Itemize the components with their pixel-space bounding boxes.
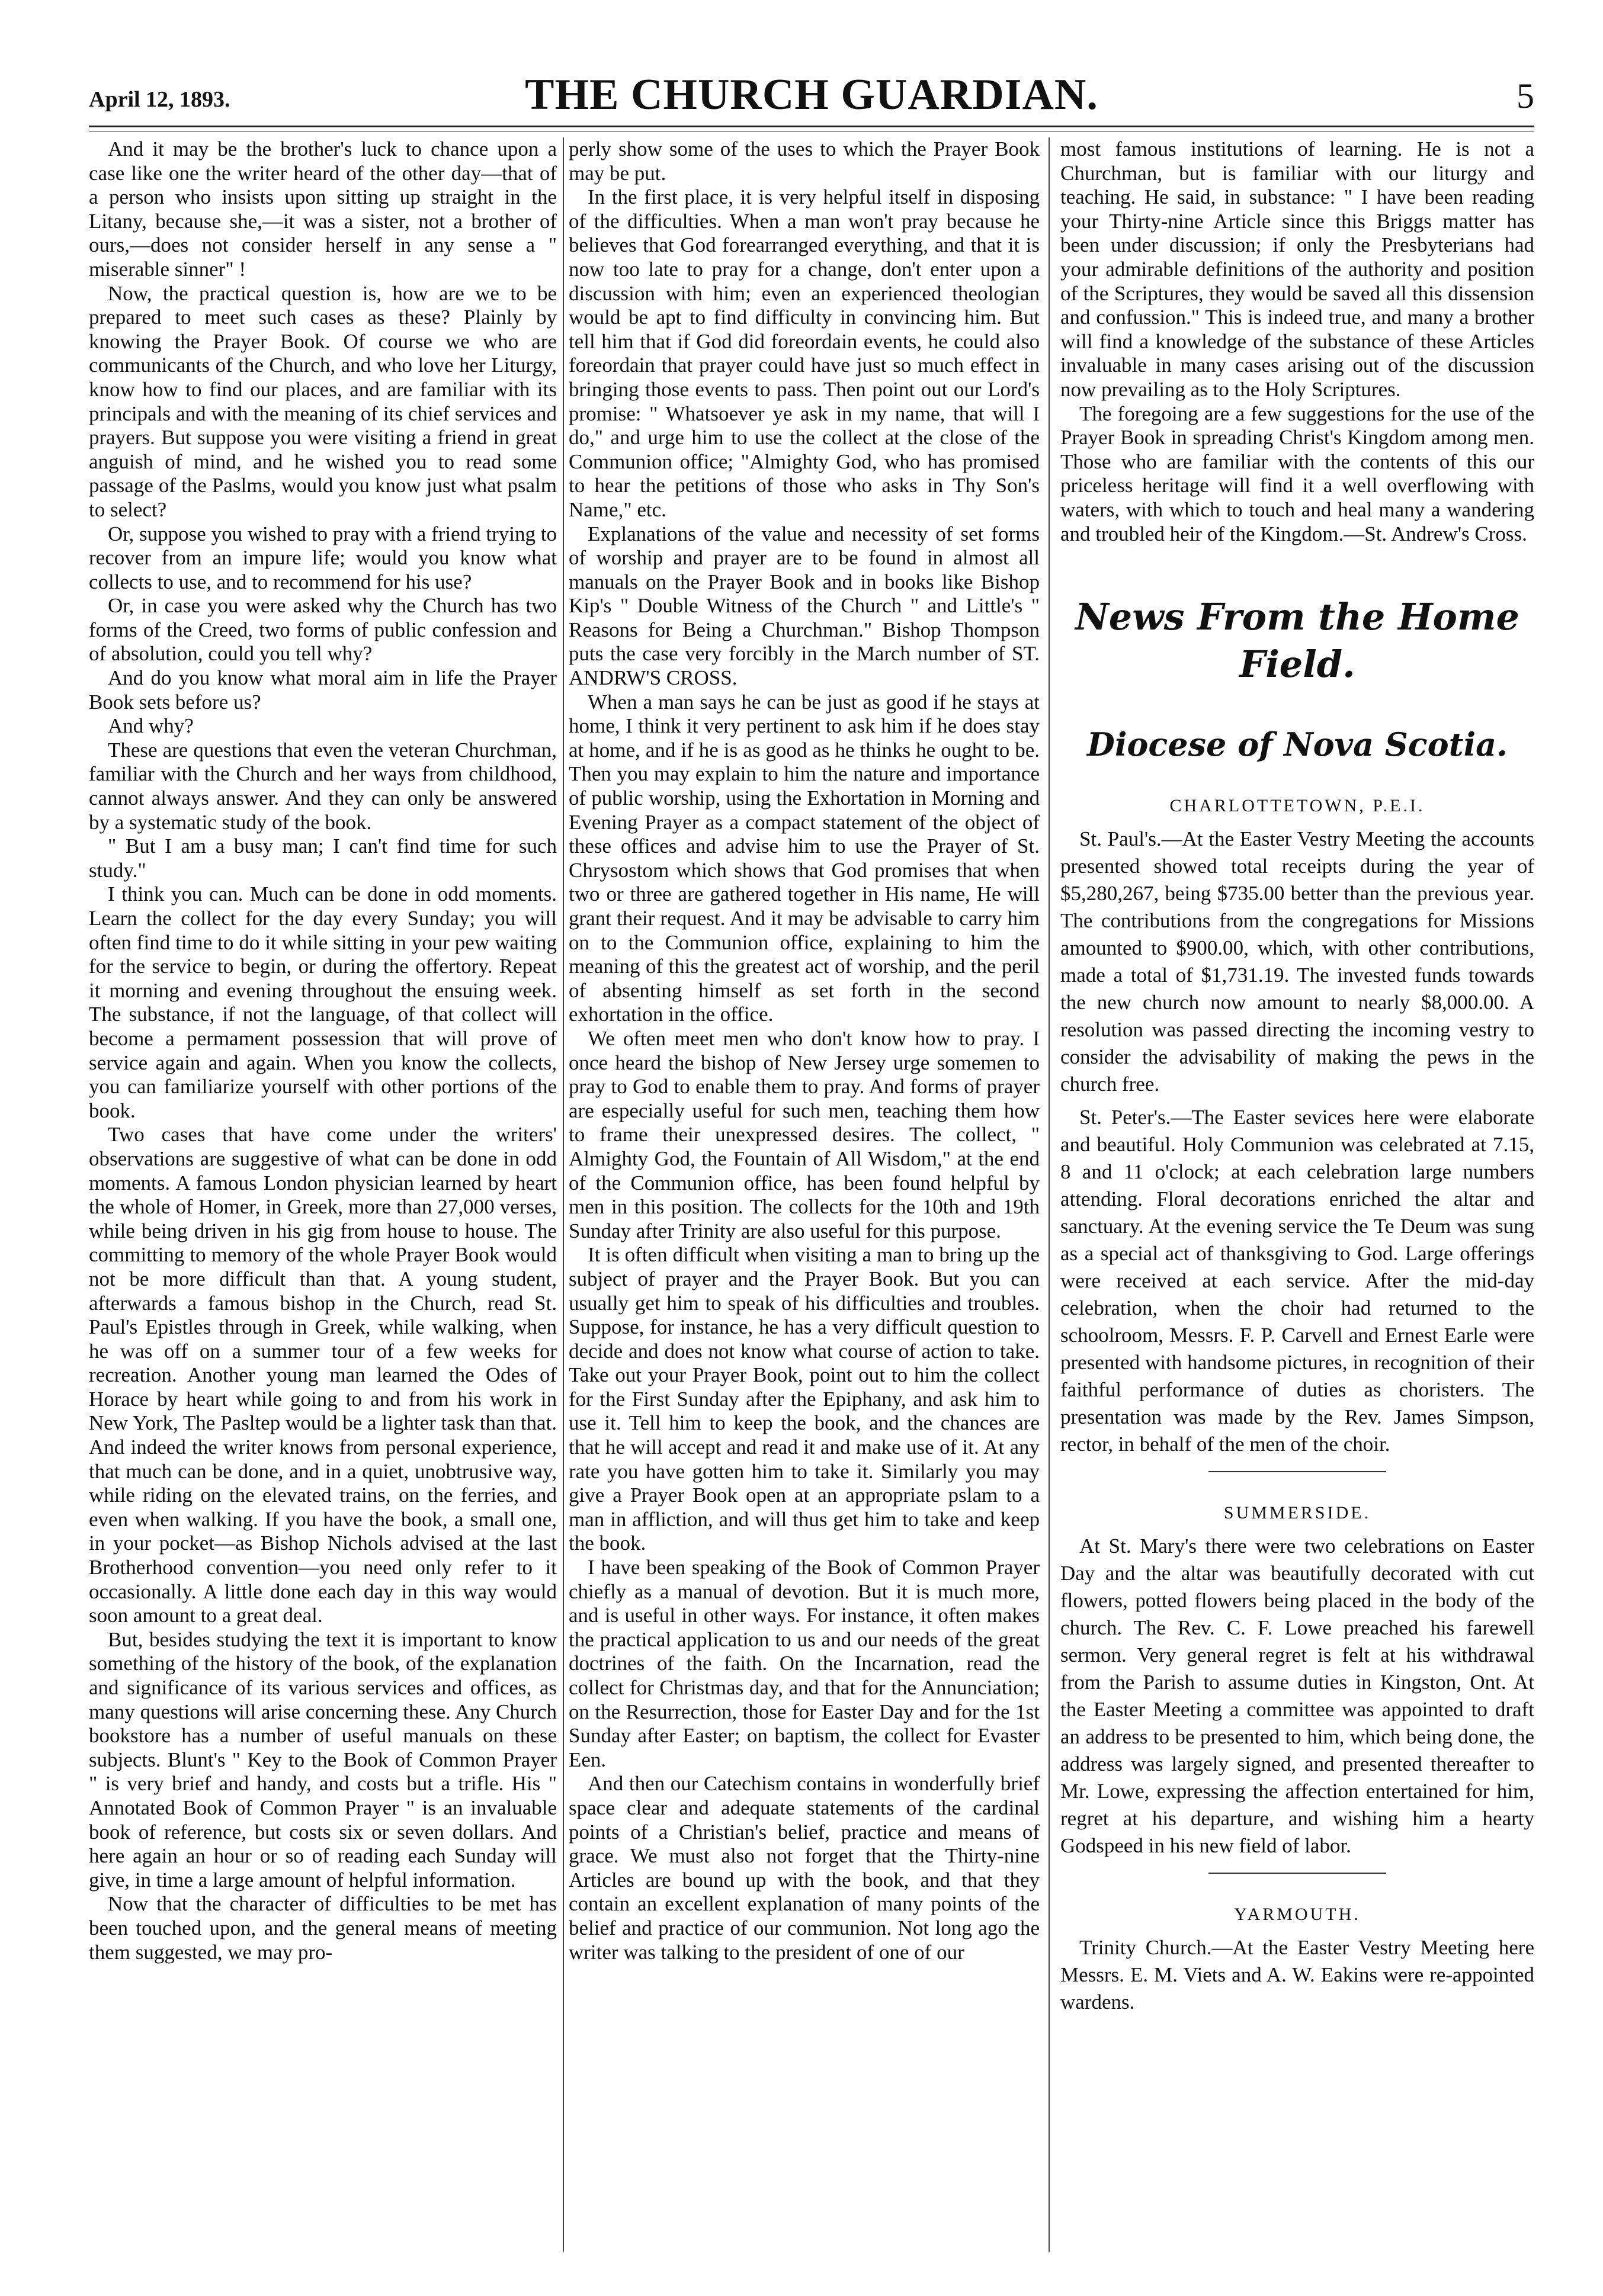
paragraph: But, besides studying the text it is important to know something of the history of the book, of the explanation and significance of its various services and offices, as many questions will arise concerning these. Any Church bookstore has a number of useful manuals on these subjects. Blunt's " Key to the Book of Common Prayer " is very brief and handy, and costs but a trifle. His " Annotated Book of Common Prayer " is an invaluable book of reference, but costs six or seven dollars. And here again an hour or so of reading each Sunday will give, in time a large amount of helpful information.: [89, 1627, 557, 1892]
place-heading-summerside: SUMMERSIDE.: [1223, 1503, 1371, 1523]
paragraph: most famous institutions of learning. He is not a Churchman, but is familiar with our liturgy and teaching. He said, in substance: " I have been reading your Thirty-nine Article since this Briggs matter has been under discussion; if only the Presbyterians had your admirable definitions of the authority and position of the Scriptures, they would be saved all this dissension and confussion." This is indeed true, and many a brother will find a knowledge of the substance of these Articles invaluable in many cases arising out of the discussion now prevailing as to the Holy Scriptures.: [1060, 137, 1534, 401]
paragraph: It is often difficult when visiting a man to bring up the subject of prayer and the Prayer Book. But you can usually get him to speak of his difficulties and troubles. Suppose, for instance, he has a very difficult question to decide and does not know what course of action to take. Take out your Prayer Book, point out to him the collect for the First Sunday after the Epiphany, and ask him to use it. Tell him to keep the book, and the chances are that he will accept and read it and make use of it. At any rate you have gotten him to take it. Similarly you may give a Prayer Book open at an appropriate pslam to a man in affliction, and will thus get him to take and keep the book.: [569, 1243, 1040, 1555]
section-separator: [1208, 1471, 1386, 1472]
news-paragraph: At St. Mary's there were two celebrations on Easter Day and the altar was beautifully decorated with cut flowers, potted flowers being placed in the body of the church. The Rev. C. F. Lowe preached his farewell sermon. Very general regret is felt at his withdrawal from the Parish to assume duties in Kingston, Ont. At the Easter Meeting a committee was appointed to draft an address to be presented to him, which being done, the address was largely signed, and presented thereafter to Mr. Lowe, expressing the affection entertained for him, regret at his departure, and wishing him a hearty Godspeed in his new field of labor.: [1060, 1534, 1534, 1858]
paragraph: Now, the practical question is, how are we to be prepared to meet such cases as these? Plainly by knowing the Prayer Book. Of course we who are communicants of the Church, and who love her Liturgy, know how to find our places, and are familiar with its principals and with the meaning of its chief services and prayers. But suppose you were visiting a friend in great anguish of mind, and he wished you to read some passage of the Paslms, would you know just what psalm to select?: [89, 281, 557, 521]
news-paragraph: St. Paul's.—At the Easter Vestry Meeting the accounts presented showed total receipts during the year of $5,280,267, being $735.00 better than the previous year. The contributions from the congregations for Missions amounted to $900.00, which, with other contributions, made a total of $1,731.19. The invested funds towards the new church now amount to nearly $8,000.00. A resolution was passed directing the incoming vestry to consider the advisability of making the pews in the church free.: [1060, 827, 1534, 1096]
paragraph: And it may be the brother's luck to chance upon a case like one the writer heard of the other day—that of a person who insists upon sitting up straight in the Litany, because she,—it was a sister, not a brother of ours,—does not consider herself in any sense a " miserable sinner" !: [89, 137, 557, 281]
paragraph: When a man says he can be just as good if he stays at home, I think it very pertinent to ask him if he does stay at home, and if he is as good as he thinks he ought to be. Then you may explain to him the nature and importance of public worship, using the Exhortation in Morning and Evening Prayer as a compact statement of the object of these offices and advise him to use the Prayer of St. Chrysostom which shows that God promises that when two or three are gathered together in His name, He will grant their request. And it may be advisable to carry him on to the Communion office, explaining to him the meaning of this the greatest act of worship, and the peril of absenting himself as set forth in the second exhortation in the office.: [569, 690, 1040, 1026]
paragraph: Now that the character of difficulties to be met has been touched upon, and the general means of meeting them suggested, we may pro-: [89, 1892, 557, 1964]
paragraph: And do you know what moral aim in life the Prayer Book sets before us?: [89, 666, 557, 714]
issue-date: April 12, 1893.: [89, 87, 230, 112]
paragraph: We often meet men who don't know how to pray. I once heard the bishop of New Jersey urge somemen to pray to God to enable them to pray. And forms of prayer are especially useful for such men, teaching them how to frame their unexpressed desires. The collect, " Almighty God, the Fountain of All Wisdom," at the end of the Communion office, has been found helpful by men in this position. The collects for the 10th and 19th Sunday after Trinity are also useful for this purpose.: [569, 1026, 1040, 1242]
diocese-heading: Diocese of Nova Scotia.: [1087, 725, 1508, 764]
masthead: [89, 70, 1534, 123]
column-3: [1060, 137, 1534, 2016]
column-1: [89, 137, 557, 1964]
news-paragraph: St. Peter's.—The Easter sevices here were elaborate and beautiful. Holy Communion was celebrated at 7.15, 8 and 11 o'clock; at each celebration large numbers attending. Floral decorations enriched the altar and sanctuary. At the evening service the Te Deum was sung as a special act of thanksgiving to God. Large offerings were received at each service. After the mid-day celebration, when the choir had returned to the schoolroom, Messrs. F. P. Carvell and Ernest Earle were presented with handsome pictures, in recognition of their faithful performance of duties as choristers. The presentation was made by the Rev. James Simpson, rector, in behalf of the men of the choir.: [1060, 1106, 1534, 1456]
news-paragraph: Trinity Church.—At the Easter Vestry Meeting here Messrs. E. M. Viets and A. W. Eakins were re-appointed wardens.: [1060, 1936, 1534, 2014]
news-body: [1060, 792, 1534, 2016]
section-heading-home-field: News From the Home Field.: [1075, 595, 1519, 686]
paragraph: " But I am a busy man; I can't find time for such study.": [89, 834, 557, 882]
page-number: 5: [1517, 76, 1534, 115]
paragraph: And then our Catechism contains in wonderfully brief space clear and adequate statements of the cardinal points of a Christian's belief, practice and means of grace. We must also not forget that the Thirty-nine Articles are bound up with the book, and that they contain an excellent explanation of many points of the belief and practice of our communion. Not long ago the writer was talking to the president of one of our: [569, 1772, 1040, 1964]
column-divider: [1049, 137, 1050, 2252]
column-divider: [563, 137, 564, 2252]
paragraph: The foregoing are a few suggestions for the use of the Prayer Book in spreading Christ's Kingdom among men. Those who are familiar with the contents of this our priceless heritage will find it a well overflowing with waters, with which to touch and heal many a wandering and troubled heir of the Kingdom.—St. Andrew's Cross.: [1060, 402, 1534, 545]
paragraph: These are questions that even the veteran Churchman, familiar with the Church and her ways from childhood, cannot always answer. And they can only be answered by a systematic study of the book.: [89, 738, 557, 834]
paragraph: I have been speaking of the Book of Common Prayer chiefly as a manual of devotion. But it is much more, and is useful in other ways. For instance, it often makes the practical application to us and our needs of the great doctrines of the faith. On the Incarnation, read the collect for Christmas day, and that for the Annunciation; on the Resurrection, those for Easter Day and for the 1st Sunday after Easter; on baptism, the collect for Evaster Een.: [569, 1556, 1040, 1771]
section-separator: [1208, 1873, 1386, 1874]
place-heading-charlottetown: CHARLOTTETOWN, P.E.I.: [1169, 796, 1425, 816]
masthead-rule: [89, 126, 1534, 131]
paragraph: perly show some of the uses to which the Prayer Book may be put.: [569, 137, 1040, 185]
column-2: [569, 137, 1040, 1964]
newspaper-title: THE CHURCH GUARDIAN.: [525, 70, 1098, 119]
paragraph: I think you can. Much can be done in odd moments. Learn the collect for the day every Sunday; you will often find time to do it while sitting in your pew waiting for the service to begin, or during the offertory. Repeat it morning and evening throughout the ensuing week. The substance, if not the language, of that collect will become a permament possession that will prove of service again and again. When you know the collects, you can familiarize yourself with other portions of the book.: [89, 882, 557, 1122]
place-heading-yarmouth: YARMOUTH.: [1234, 1905, 1361, 1925]
paragraph: In the first place, it is very helpful itself in disposing of the difficulties. When a man won't pray because he believes that God forearranged everything, and that it is now too late to pray for a change, don't enter upon a discussion with him; even an experienced theologian would be apt to find difficulty in convincing him. But tell him that if God did foreordain events, he could also foreordain that prayer could have just so much effect in bringing those events to pass. Then point out our Lord's promise: " Whatsoever ye ask in my name, that will I do," and urge him to use the collect at the close of the Communion office; "Almighty God, who has promised to hear the petitions of those who asks in Thy Son's Name," etc.: [569, 185, 1040, 521]
paragraph: Two cases that have come under the writers' observations are suggestive of what can be done in odd moments. A famous London physician learned by heart the whole of Homer, in Greek, more than 27,000 verses, while being driven in his gig from house to house. The committing to memory of the whole Prayer Book would not be more difficult than that. A young student, afterwards a famous bishop in the Church, read St. Paul's Epistles through in Greek, while walking, when he was off on a summer tour of a few weeks for recreation. Another young man learned the Odes of Horace by heart while going to and from his work in New York, The Pasltep would be a lighter task than that. And indeed the writer knows from personal experience, that much can be done, and in a quiet, unobtrusive way, while riding on the elevated trains, on the ferries, and even when walking. If you have the book, a small one, in your pocket—as Bishop Nichols advised at the last Brotherhood convention—you need only refer to it occasionally. A little done each day in this way would soon amount to a great deal.: [89, 1123, 557, 1627]
paragraph: Explanations of the value and necessity of set forms of worship and prayer are to be found in almost all manuals on the Prayer Book and in books like Bishop Kip's " Double Witness of the Church " and Little's " Reasons for Being a Churchman." Bishop Thompson puts the case very forcibly in the March number of ST. ANDRW'S CROSS.: [569, 522, 1040, 690]
paragraph: Or, suppose you wished to pray with a friend trying to recover from an impure life; would you know what collects to use, and to recommend for his use?: [89, 522, 557, 593]
paragraph: Or, in case you were asked why the Church has two forms of the Creed, two forms of public confession and of absolution, could you tell why?: [89, 594, 557, 666]
paragraph: And why?: [108, 714, 194, 738]
